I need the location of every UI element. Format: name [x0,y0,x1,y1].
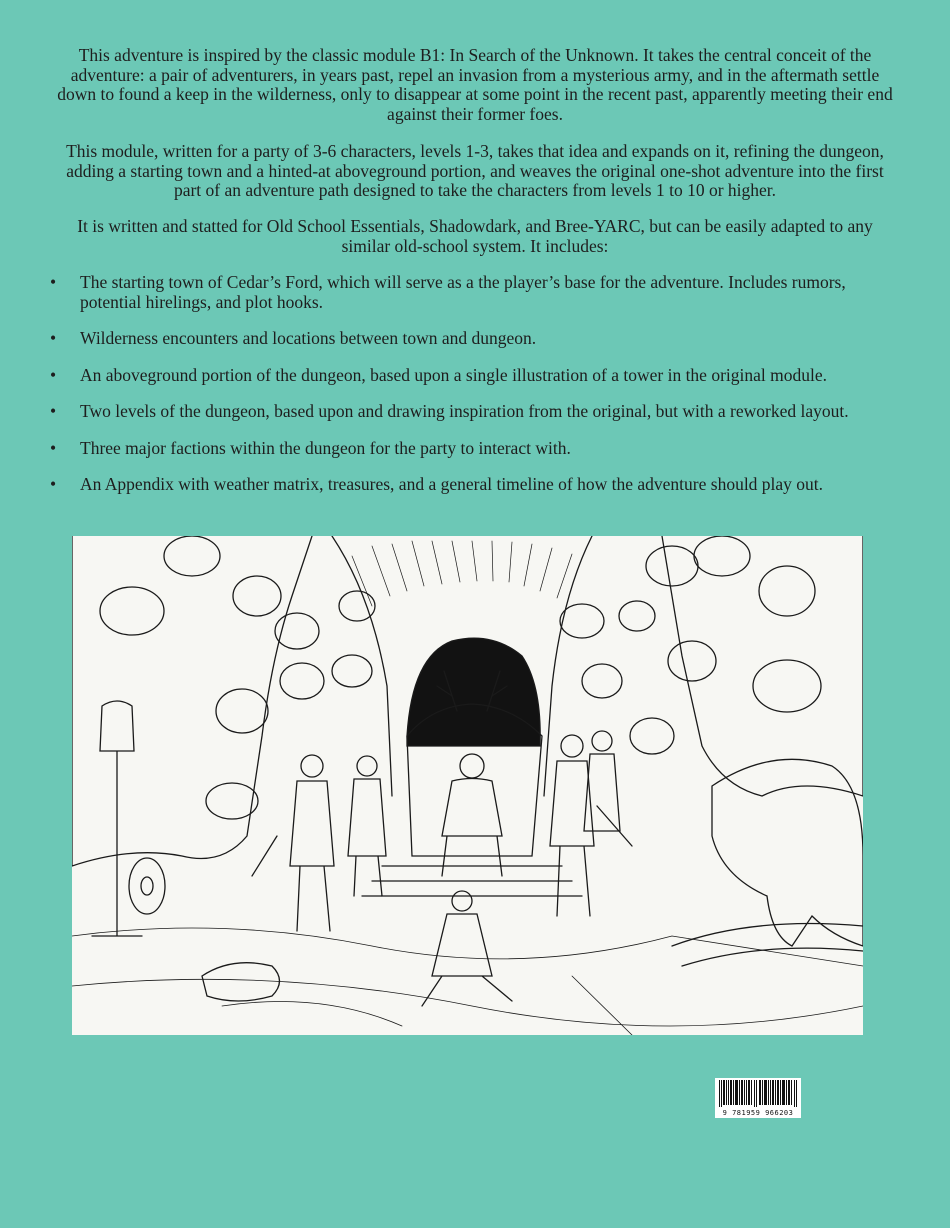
feature-text: Wilderness encounters and locations between town and dungeon. [80,328,537,348]
adventurer-3-body [550,761,632,916]
bullet-icon: • [50,364,57,385]
trophy-head [582,664,622,698]
trophy-head [164,536,220,576]
feature-text: The starting town of Cedar’s Ford, which will serve as a the player’s base for the adventure. Includes rumors, potential hirelings, and plot hooks. [80,272,846,312]
round-dais [672,924,863,967]
throne-room-drawing [72,536,863,1035]
trophy-head [646,546,698,586]
feature-item [50,329,880,349]
trophy-head [100,587,164,635]
bullet-icon: • [50,437,57,458]
barcode-bars [719,1080,797,1107]
trophy-head [280,663,324,699]
feature-item [50,366,880,386]
seated-figure-body [442,779,502,877]
skull-totem [92,701,142,936]
intro-paragraph-2: This module, written for a party of 3-6 characters, levels 1-3, takes that idea and expands on it, refining the dungeon, adding a starting town and a hinted-at aboveground portion, and weaves the original one-shot adventure into the first part of an adventure path designed to take the characters from levels 1 to 10 or higher. [66,141,884,200]
trophy-head [233,576,281,616]
bullet-icon: • [50,474,57,494]
feature-text: Three major factions within the dungeon for the party to interact with. [80,437,571,458]
cave-wall-left [72,536,312,866]
floor-lines [72,928,863,1035]
feature-item [50,273,880,312]
throne-room-illustration [72,536,863,1035]
feature-item [50,402,880,422]
trophy-head [619,601,655,631]
isbn-barcode [715,1078,801,1118]
feature-text: An Appendix with weather matrix, treasures, and a general timeline of how the adventure should play out. [80,474,824,494]
bullet-icon: • [50,328,57,348]
feature-item [50,475,880,495]
feature-item [50,439,880,459]
cave-wall-right [662,536,863,796]
isbn-number: 9 781959 966203 [722,1109,794,1117]
trophy-head [753,660,821,712]
kneeling-figure-body [422,914,512,1006]
adventurer-2-head [357,756,377,776]
seated-figure-head [460,754,484,778]
kneeling-figure-head [452,891,472,911]
adventurer-1-head [301,755,323,777]
trophy-head [759,566,815,616]
adventurer-4-head [592,731,612,751]
trophy-head [560,604,604,638]
round-shield-boss [141,877,153,895]
trophy-head [206,783,258,819]
bullet-icon: • [50,272,57,292]
trophy-head [668,641,716,681]
adventurer-3-head [561,735,583,757]
throne-steps [362,866,582,896]
round-shield [129,858,165,914]
arch-hatching [352,541,572,606]
bear-rug [202,963,280,1001]
intro-paragraph-3: It is written and statted for Old School Essentials, Shadowdark, and Bree-YARC, but can be easily adapted to any similar old-school system. It includes: [77,216,873,256]
trophy-head [216,689,268,733]
trophy-head [694,536,750,576]
trophy-head [630,718,674,754]
dark-doorway [407,638,540,746]
feature-text: An aboveground portion of the dungeon, based upon a single illustration of a tower in the original module. [80,364,827,385]
bullet-icon: • [50,401,57,421]
trophy-head [339,591,375,621]
feature-list [50,273,880,495]
intro-paragraph-1: This adventure is inspired by the classic module B1: In Search of the Unknown. It takes the central conceit of the adventure: a pair of adventurers, in years past, repel an invasion from a mysterious army, and in the aftermath settle down to found a keep in the wilderness, only to disappear at some point in the recent past, apparently meeting their end against their former foes. [57,45,893,124]
trophy-head [332,655,372,687]
adventurer-2-body [348,779,386,896]
adventurer-1-body [252,781,334,931]
feature-text: Two levels of the dungeon, based upon and drawing inspiration from the original, but with a reworked layout. [80,401,849,421]
